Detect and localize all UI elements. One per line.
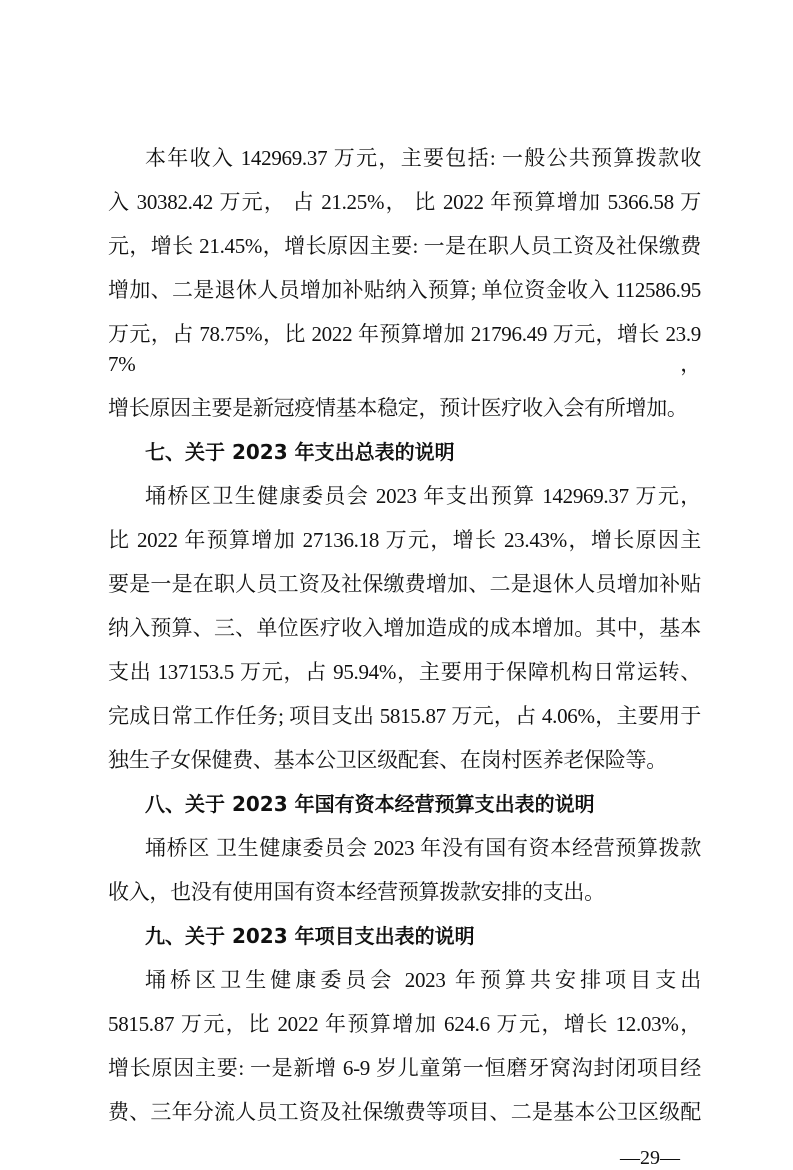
paragraph-line: 埇桥区 卫生健康委员会 2023 年没有国有资本经营预算拨款 xyxy=(145,836,701,860)
section-heading-9: 九、关于 2023 年项目支出表的说明 xyxy=(145,924,475,948)
paragraph-line: 收入，也没有使用国有资本经营预算拨款安排的支出。 xyxy=(108,880,605,904)
paragraph-line: 增长原因主要: 一是新增 6-9 岁儿童第一恒磨牙窝沟封闭项目经 xyxy=(108,1056,701,1080)
paragraph-line: 费、三年分流人员工资及社保缴费等项目、二是基本公卫区级配 xyxy=(108,1100,701,1124)
paragraph-line: 支出 137153.5 万元，占 95.94%，主要用于保障机构日常运转、 xyxy=(108,660,701,684)
document-page xyxy=(108,143,701,1141)
paragraph-line: 入 30382.42 万元， 占 21.25%， 比 2022 年预算增加 5366.58 万 xyxy=(108,190,701,214)
page-number: —29— xyxy=(620,1147,680,1169)
paragraph-line: 5815.87 万元，比 2022 年预算增加 624.6 万元，增长 12.03%， xyxy=(108,1012,701,1036)
paragraph-line: 万元，占 78.75%，比 2022 年预算增加 21796.49 万元，增长 23.97%， xyxy=(108,322,701,376)
paragraph-line: 增加、二是退休人员增加补贴纳入预算; 单位资金收入 112586.95 xyxy=(108,278,701,302)
paragraph-line: 埇桥区卫生健康委员会 2023 年预算共安排项目支出 xyxy=(145,968,701,992)
paragraph-line: 纳入预算、三、单位医疗收入增加造成的成本增加。其中，基本 xyxy=(108,616,701,640)
section-heading-7: 七、关于 2023 年支出总表的说明 xyxy=(145,440,455,464)
paragraph-line: 独生子女保健费、基本公卫区级配套、在岗村医养老保险等。 xyxy=(108,748,667,772)
paragraph-line: 本年收入 142969.37 万元，主要包括: 一般公共预算拨款收 xyxy=(145,146,701,170)
section-heading-8: 八、关于 2023 年国有资本经营预算支出表的说明 xyxy=(145,792,595,816)
paragraph-line: 要是一是在职人员工资及社保缴费增加、二是退休人员增加补贴 xyxy=(108,572,701,596)
paragraph-line: 增长原因主要是新冠疫情基本稳定，预计医疗收入会有所增加。 xyxy=(108,396,688,420)
paragraph-line: 元，增长 21.45%，增长原因主要: 一是在职人员工资及社保缴费 xyxy=(108,234,701,258)
paragraph-line: 比 2022 年预算增加 27136.18 万元，增长 23.43%，增长原因主 xyxy=(108,528,701,552)
paragraph-line: 完成日常工作任务; 项目支出 5815.87 万元，占 4.06%，主要用于 xyxy=(108,704,701,728)
paragraph-line: 埇桥区卫生健康委员会 2023 年支出预算 142969.37 万元， xyxy=(145,484,701,508)
